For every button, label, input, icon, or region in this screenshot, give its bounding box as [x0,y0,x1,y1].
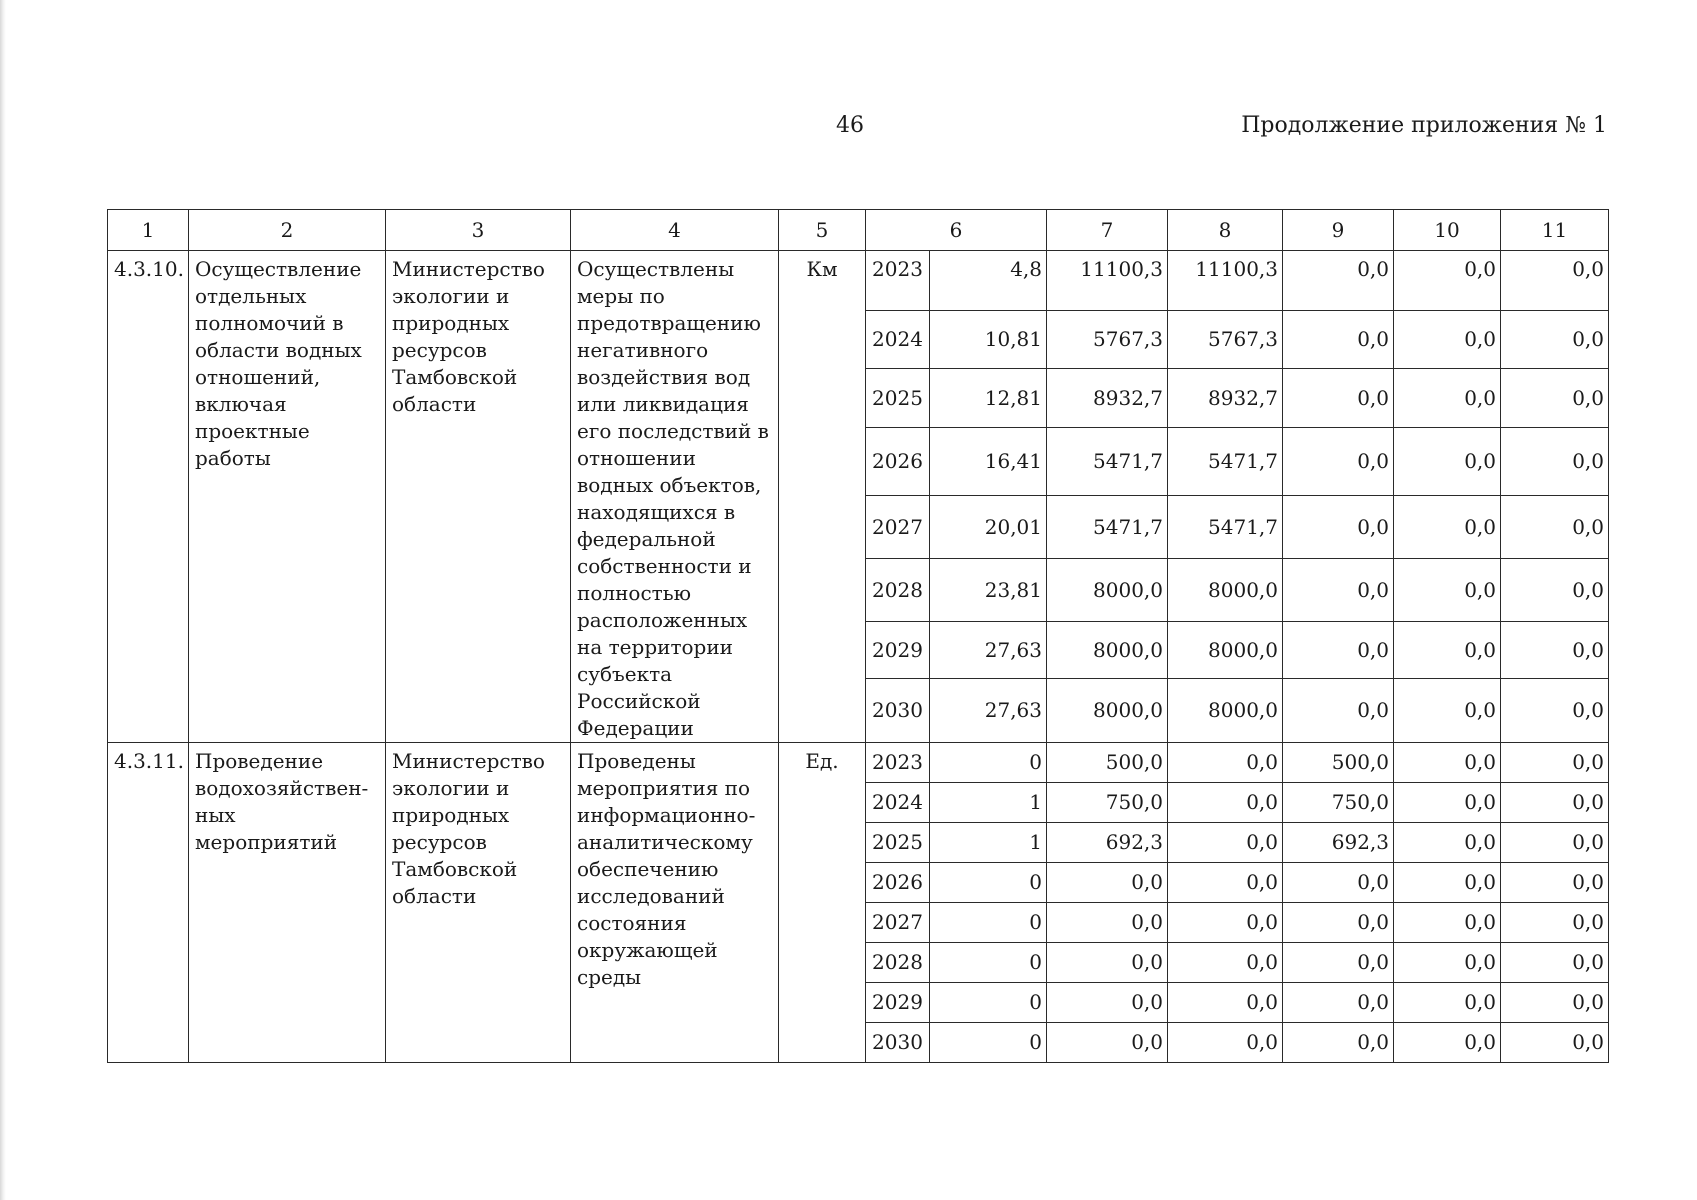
col-number-3: 3 [386,210,571,251]
funding-col11-cell: 0,0 [1501,251,1609,311]
executor-name: Министерство экологии и природных ресурсов Тамбовской области [386,251,571,743]
total-funding-cell: 8000,0 [1047,622,1168,678]
funding-col8-cell: 8000,0 [1168,678,1283,742]
funding-col11-cell: 0,0 [1501,743,1609,783]
executor-name: Министерство экологии и природных ресурсов Тамбовской области [386,743,571,1063]
funding-col10-cell: 0,0 [1394,622,1501,678]
year-cell: 2028 [866,559,930,622]
col-number-11: 11 [1501,210,1609,251]
indicator-value: 0 [930,943,1047,983]
col-number-7: 7 [1047,210,1168,251]
funding-col11-cell: 0,0 [1501,495,1609,558]
year-cell: 2025 [866,823,930,863]
funding-col10-cell: 0,0 [1394,495,1501,558]
funding-col8-cell: 5767,3 [1168,311,1283,369]
total-funding-cell: 5767,3 [1047,311,1168,369]
funding-col11-cell: 0,0 [1501,943,1609,983]
total-funding-cell: 11100,3 [1047,251,1168,311]
funding-col10-cell: 0,0 [1394,311,1501,369]
table-row [108,251,1609,311]
unit-of-measure: Ед. [779,743,866,1063]
indicator-value: 20,01 [930,495,1047,558]
funding-col10-cell: 0,0 [1394,559,1501,622]
funding-col10-cell: 0,0 [1394,903,1501,943]
funding-col10-cell: 0,0 [1394,823,1501,863]
funding-col9-cell: 0,0 [1283,1023,1394,1063]
total-funding-cell: 750,0 [1047,783,1168,823]
year-cell: 2025 [866,369,930,427]
year-cell: 2029 [866,983,930,1023]
funding-col8-cell: 5471,7 [1168,495,1283,558]
indicator-value: 0 [930,743,1047,783]
col-number-10: 10 [1394,210,1501,251]
funding-col8-cell: 0,0 [1168,903,1283,943]
funding-col10-cell: 0,0 [1394,427,1501,495]
funding-col9-cell: 0,0 [1283,943,1394,983]
funding-col8-cell: 8000,0 [1168,559,1283,622]
indicator-value: 10,81 [930,311,1047,369]
funding-col10-cell: 0,0 [1394,863,1501,903]
funding-col11-cell: 0,0 [1501,1023,1609,1063]
year-cell: 2024 [866,311,930,369]
funding-col8-cell: 0,0 [1168,743,1283,783]
funding-col9-cell: 692,3 [1283,823,1394,863]
funding-col11-cell: 0,0 [1501,983,1609,1023]
funding-col8-cell: 0,0 [1168,863,1283,903]
funding-col9-cell: 0,0 [1283,251,1394,311]
funding-col8-cell: 8932,7 [1168,369,1283,427]
col-number-5: 5 [779,210,866,251]
total-funding-cell: 0,0 [1047,903,1168,943]
table-row [108,743,1609,783]
year-cell: 2024 [866,783,930,823]
col-number-2: 2 [189,210,386,251]
col-number-6: 6 [866,210,1047,251]
unit-of-measure: Км [779,251,866,743]
funding-col11-cell: 0,0 [1501,369,1609,427]
indicator-value: 0 [930,983,1047,1023]
measure-code: 4.3.11. [108,743,189,1063]
funding-col10-cell: 0,0 [1394,1023,1501,1063]
result-description: Осуществлены меры по предотвращению негативного воздействия вод или ликвидация его последствий в отношении водных объектов, находящихся в федеральной собственности и полностью расположенных на территории субъекта Российской Федерации [571,251,779,743]
funding-col9-cell: 750,0 [1283,783,1394,823]
funding-col10-cell: 0,0 [1394,678,1501,742]
funding-col11-cell: 0,0 [1501,559,1609,622]
funding-col9-cell: 0,0 [1283,369,1394,427]
measure-name: Осуществление отдельных полномочий в области водных отношений, включая проектные работы [189,251,386,743]
total-funding-cell: 500,0 [1047,743,1168,783]
funding-col10-cell: 0,0 [1394,943,1501,983]
year-cell: 2026 [866,863,930,903]
funding-col9-cell: 0,0 [1283,983,1394,1023]
funding-col8-cell: 11100,3 [1168,251,1283,311]
funding-col9-cell: 0,0 [1283,559,1394,622]
year-cell: 2026 [866,427,930,495]
funding-col11-cell: 0,0 [1501,783,1609,823]
appendix-label: Продолжение приложения № 1 [1241,113,1607,138]
funding-col8-cell: 0,0 [1168,823,1283,863]
funding-col8-cell: 5471,7 [1168,427,1283,495]
funding-col8-cell: 0,0 [1168,1023,1283,1063]
indicator-value: 0 [930,903,1047,943]
funding-col9-cell: 0,0 [1283,863,1394,903]
funding-col8-cell: 0,0 [1168,943,1283,983]
total-funding-cell: 5471,7 [1047,495,1168,558]
funding-col10-cell: 0,0 [1394,369,1501,427]
scan-edge [0,0,6,1200]
program-table [107,209,1609,1063]
indicator-value: 27,63 [930,678,1047,742]
total-funding-cell: 0,0 [1047,1023,1168,1063]
indicator-value: 0 [930,1023,1047,1063]
funding-col11-cell: 0,0 [1501,903,1609,943]
funding-col9-cell: 0,0 [1283,678,1394,742]
funding-col8-cell: 0,0 [1168,983,1283,1023]
indicator-value: 0 [930,863,1047,903]
result-description: Проведены мероприятия по информационно-аналитическому обеспечению исследований состояния окружающей среды [571,743,779,1063]
funding-col11-cell: 0,0 [1501,823,1609,863]
total-funding-cell: 8000,0 [1047,678,1168,742]
year-cell: 2027 [866,903,930,943]
year-cell: 2023 [866,743,930,783]
funding-col9-cell: 0,0 [1283,427,1394,495]
indicator-value: 27,63 [930,622,1047,678]
funding-col9-cell: 0,0 [1283,495,1394,558]
funding-col11-cell: 0,0 [1501,678,1609,742]
indicator-value: 12,81 [930,369,1047,427]
page-number: 46 [836,113,864,138]
total-funding-cell: 692,3 [1047,823,1168,863]
funding-col11-cell: 0,0 [1501,622,1609,678]
total-funding-cell: 0,0 [1047,983,1168,1023]
funding-col9-cell: 0,0 [1283,311,1394,369]
funding-col8-cell: 8000,0 [1168,622,1283,678]
total-funding-cell: 8932,7 [1047,369,1168,427]
indicator-value: 4,8 [930,251,1047,311]
funding-col10-cell: 0,0 [1394,983,1501,1023]
total-funding-cell: 0,0 [1047,943,1168,983]
col-number-1: 1 [108,210,189,251]
year-cell: 2027 [866,495,930,558]
col-number-9: 9 [1283,210,1394,251]
col-number-8: 8 [1168,210,1283,251]
funding-col11-cell: 0,0 [1501,311,1609,369]
year-cell: 2023 [866,251,930,311]
measure-name: Проведение водохозяйствен-ных мероприятий [189,743,386,1063]
year-cell: 2029 [866,622,930,678]
funding-col8-cell: 0,0 [1168,783,1283,823]
funding-col10-cell: 0,0 [1394,251,1501,311]
col-number-4: 4 [571,210,779,251]
year-cell: 2030 [866,678,930,742]
funding-col9-cell: 0,0 [1283,622,1394,678]
total-funding-cell: 0,0 [1047,863,1168,903]
funding-col9-cell: 0,0 [1283,903,1394,943]
year-cell: 2030 [866,1023,930,1063]
indicator-value: 1 [930,823,1047,863]
funding-col10-cell: 0,0 [1394,783,1501,823]
year-cell: 2028 [866,943,930,983]
indicator-value: 23,81 [930,559,1047,622]
funding-col11-cell: 0,0 [1501,427,1609,495]
total-funding-cell: 8000,0 [1047,559,1168,622]
total-funding-cell: 5471,7 [1047,427,1168,495]
funding-col9-cell: 500,0 [1283,743,1394,783]
measure-code: 4.3.10. [108,251,189,743]
funding-col10-cell: 0,0 [1394,743,1501,783]
column-number-row [108,210,1609,251]
indicator-value: 16,41 [930,427,1047,495]
indicator-value: 1 [930,783,1047,823]
funding-col11-cell: 0,0 [1501,863,1609,903]
